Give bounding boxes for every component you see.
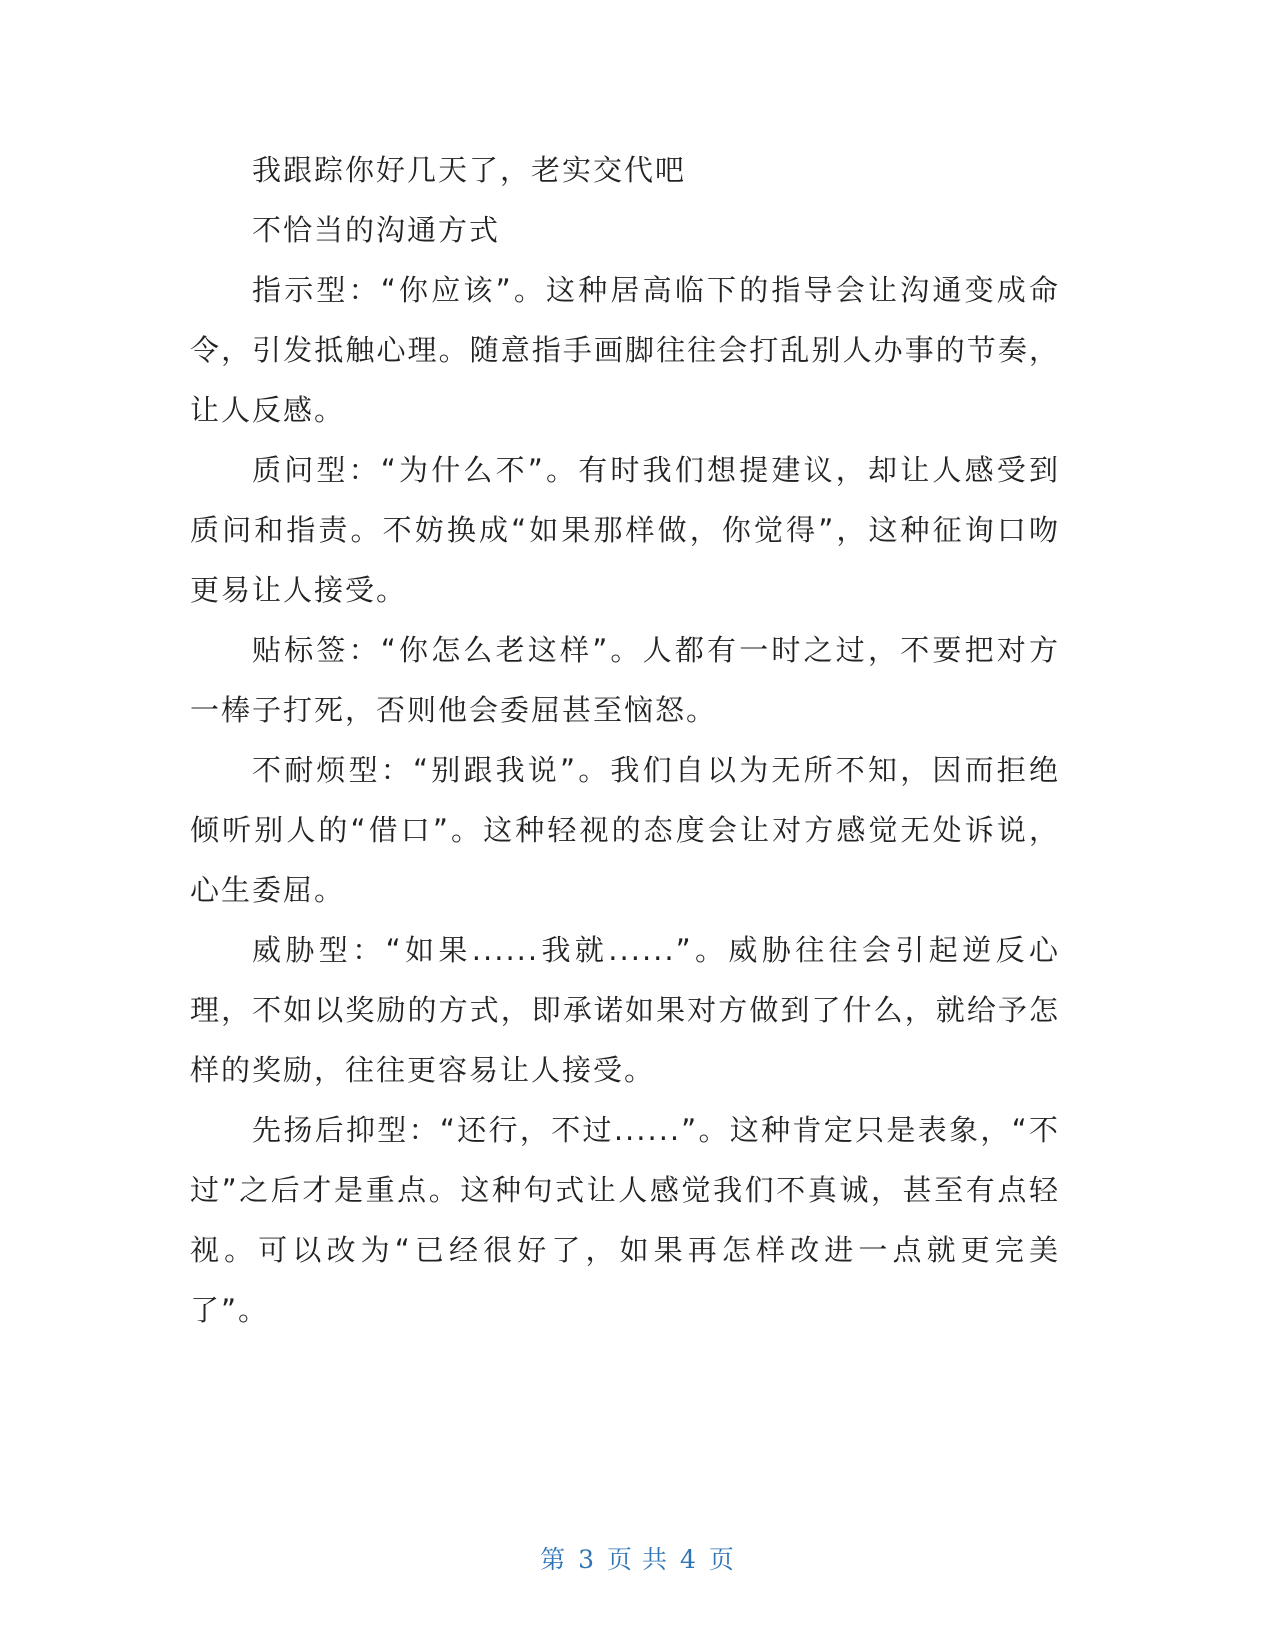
paragraph-labeling-type: 贴标签：“你怎么老这样”。人都有一时之过，不要把对方一棒子打死，否则他会委屈甚至恼怒。	[190, 633, 1060, 727]
paragraph-directive-type: 指示型：“你应该”。这种居高临下的指导会让沟通变成命令，引发抵触心理。随意指手画脚往往会打乱别人办事的节奏，让人反感。	[190, 273, 1060, 427]
document-body	[190, 140, 1060, 1340]
footer-prefix: 第	[540, 1545, 567, 1574]
paragraph-threat-type: 威胁型：“如果......我就......”。威胁往往会引起逆反心理，不如以奖励的方式，即承诺如果对方做到了什么，就给予怎样的奖励，往往更容易让人接受。	[190, 933, 1060, 1087]
page-footer	[0, 1540, 1275, 1576]
paragraph-questioning-type: 质问型：“为什么不”。有时我们想提建议，却让人感受到质问和指责。不妨换成“如果那样做，你觉得”，这种征询口吻更易让人接受。	[190, 453, 1060, 607]
footer-total-pages: 4	[679, 1545, 697, 1574]
paragraph-praise-then-criticize-type: 先扬后抑型：“还行，不过......”。这种肯定只是表象，“不过”之后才是重点。这种句式让人感觉我们不真诚，甚至有点轻视。可以改为“已经很好了，如果再怎样改进一点就更完美了”。	[190, 1113, 1060, 1327]
footer-suffix: 页	[708, 1545, 735, 1574]
section-heading: 不恰当的沟通方式	[252, 213, 501, 247]
footer-middle: 页 共	[607, 1545, 668, 1574]
paragraph-impatient-type: 不耐烦型：“别跟我说”。我们自以为无所不知，因而拒绝倾听别人的“借口”。这种轻视的态度会让对方感觉无处诉说，心生委屈。	[190, 753, 1060, 907]
footer-current-page: 3	[578, 1545, 596, 1574]
paragraph-intro: 我跟踪你好几天了，老实交代吧	[252, 153, 687, 187]
